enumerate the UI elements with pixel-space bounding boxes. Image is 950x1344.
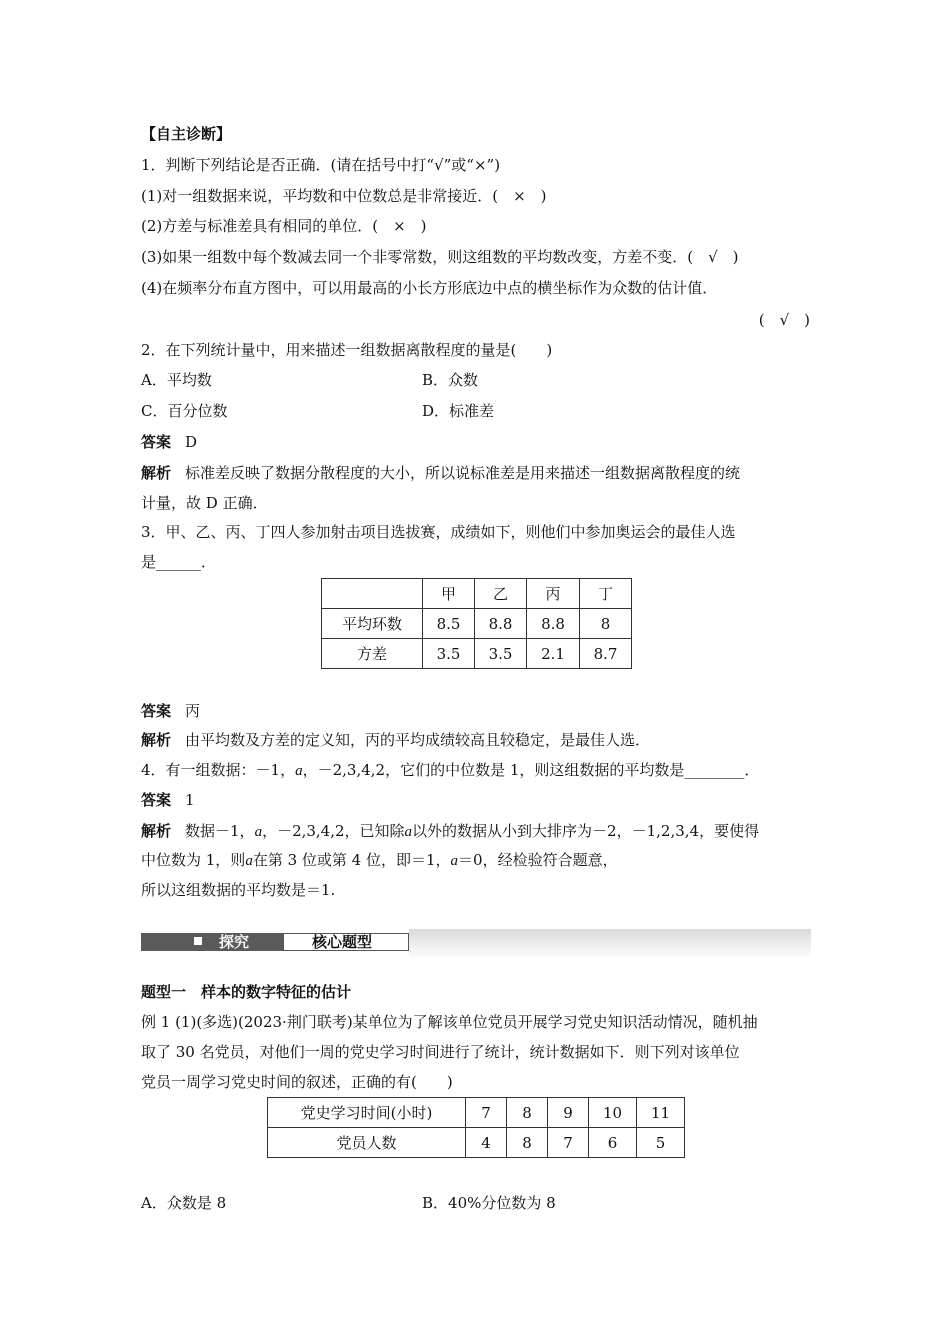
table-cell	[322, 579, 423, 609]
answer-value: D	[185, 433, 198, 451]
q1-item-4: (4)在频率分布直方图中，可以用最高的小长方形底边中点的横坐标作为众数的估计值．	[141, 279, 718, 297]
q1-item-1: (1)对一组数据来说，平均数和中位数总是非常接近．( × )	[141, 187, 547, 205]
answer-label: 答案	[141, 702, 172, 720]
q1-item-2: (2)方差与标准差具有相同的单位．( × )	[141, 217, 427, 235]
analysis-label: 解析	[141, 464, 172, 482]
example1-line-1: 例 1 (1)(多选)(2023·荆门联考)某单位为了解该单位党员开展学习党史知识活动情况，随机抽	[141, 1013, 758, 1031]
table-cell: 乙	[475, 579, 527, 609]
table-cell: 8.8	[527, 609, 580, 639]
table-cell: 8.7	[580, 639, 632, 669]
table-cell: 丙	[527, 579, 580, 609]
variable-a: a	[245, 853, 253, 869]
table-row	[268, 1098, 685, 1128]
analysis-text: 标准差反映了数据分散程度的大小，所以说标准差是用来描述一组数据离散程度的统	[185, 464, 741, 482]
q4-answer	[141, 790, 195, 810]
table-cell: 8	[580, 609, 632, 639]
table-cell: 党史学习时间(小时)	[268, 1098, 466, 1128]
table-cell: 7	[466, 1098, 507, 1128]
section-title: 【自主诊断】	[141, 125, 232, 143]
q4-analysis-line-1: 解析 数据－1，a，－2,3,4,2，已知除a以外的数据从小到大排序为－2，－1,2,3,4，要使得	[141, 822, 760, 840]
q2-stem: 2．在下列统计量中，用来描述一组数据离散程度的量是( )	[141, 341, 553, 359]
banner-label-right: 核心题型	[312, 933, 373, 951]
example1-line-2: 取了 30 名党员，对他们一周的党史学习时间进行了统计，统计数据如下．则下列对该单位	[141, 1043, 740, 1061]
q1-item-4-mark: ( √ )	[758, 311, 810, 329]
q2-option-a: A．平均数	[141, 371, 212, 389]
table-row	[322, 639, 632, 669]
table-cell: 3.5	[423, 639, 475, 669]
table-cell: 丁	[580, 579, 632, 609]
q2-option-b: B．众数	[422, 371, 479, 389]
table-cell: 10	[589, 1098, 637, 1128]
example1-option-a: A．众数是 8	[141, 1194, 227, 1212]
q3-stem-line-2: 是______．	[141, 553, 217, 571]
table-cell: 8	[507, 1098, 548, 1128]
variable-a: a	[404, 824, 413, 840]
answer-label: 答案	[141, 791, 172, 809]
banner-gradient	[409, 929, 811, 957]
table-cell: 8	[507, 1128, 548, 1158]
q2-option-c: C．百分位数	[141, 402, 228, 420]
table-cell: 7	[548, 1128, 589, 1158]
table-cell: 党员人数	[268, 1128, 466, 1158]
table-cell: 9	[548, 1098, 589, 1128]
variable-a: a	[254, 824, 263, 840]
table-cell: 平均环数	[322, 609, 423, 639]
q3-score-table	[321, 578, 632, 669]
analysis-text: 由平均数及方差的定义知，丙的平均成绩较高且较稳定，是最佳人选．	[185, 731, 651, 749]
q4-stem: 4．有一组数据：－1，a，－2,3,4,2，它们的中位数是 1，则这组数据的平均数是________．	[141, 761, 760, 779]
q2-option-d: D．标准差	[422, 402, 495, 420]
answer-value: 丙	[185, 702, 201, 720]
table-row	[268, 1128, 685, 1158]
q3-answer	[141, 701, 200, 721]
q2-answer	[141, 432, 197, 452]
table-cell: 5	[637, 1128, 685, 1158]
section-banner	[141, 929, 811, 957]
q1-item-3: (3)如果一组数中每个数减去同一个非零常数，则这组数的平均数改变，方差不变．( √ )	[141, 248, 739, 266]
table-cell: 8.5	[423, 609, 475, 639]
variable-a: a	[295, 763, 303, 779]
q4-analysis-line-3: 所以这组数据的平均数是＝1.	[141, 881, 336, 899]
example1-option-b: B．40%分位数为 8	[422, 1194, 556, 1212]
q1-stem: 1．判断下列结论是否正确．(请在括号中打“√”或“×”)	[141, 156, 501, 174]
banner-dark-block	[141, 933, 283, 951]
table-row	[322, 609, 632, 639]
q2-analysis-line-1	[141, 463, 740, 483]
answer-label: 答案	[141, 433, 172, 451]
answer-value: 1	[185, 791, 195, 809]
analysis-label: 解析	[141, 731, 172, 749]
example1-study-table	[267, 1097, 685, 1158]
table-cell: 4	[466, 1128, 507, 1158]
q3-analysis	[141, 730, 650, 750]
table-cell: 8.8	[475, 609, 527, 639]
table-cell: 方差	[322, 639, 423, 669]
table-cell: 6	[589, 1128, 637, 1158]
type1-title: 题型一 样本的数字特征的估计	[141, 983, 352, 1001]
square-bullet-icon	[194, 937, 202, 945]
table-cell: 11	[637, 1098, 685, 1128]
example1-line-3: 党员一周学习党史时间的叙述，正确的有( )	[141, 1073, 453, 1091]
banner-label-left: 探究	[219, 933, 250, 951]
q4-analysis-line-2: 中位数为 1，则a在第 3 位或第 4 位，即＝1，a＝0，经检验符合题意，	[141, 851, 618, 869]
table-cell: 甲	[423, 579, 475, 609]
table-cell: 2.1	[527, 639, 580, 669]
table-cell: 3.5	[475, 639, 527, 669]
q2-analysis-line-2: 计量，故 D 正确．	[141, 494, 268, 512]
q3-stem-line-1: 3．甲、乙、丙、丁四人参加射击项目选拔赛，成绩如下，则他们中参加奥运会的最佳人选	[141, 523, 736, 541]
analysis-label: 解析	[141, 822, 172, 840]
table-row	[322, 579, 632, 609]
variable-a: a	[450, 853, 459, 869]
